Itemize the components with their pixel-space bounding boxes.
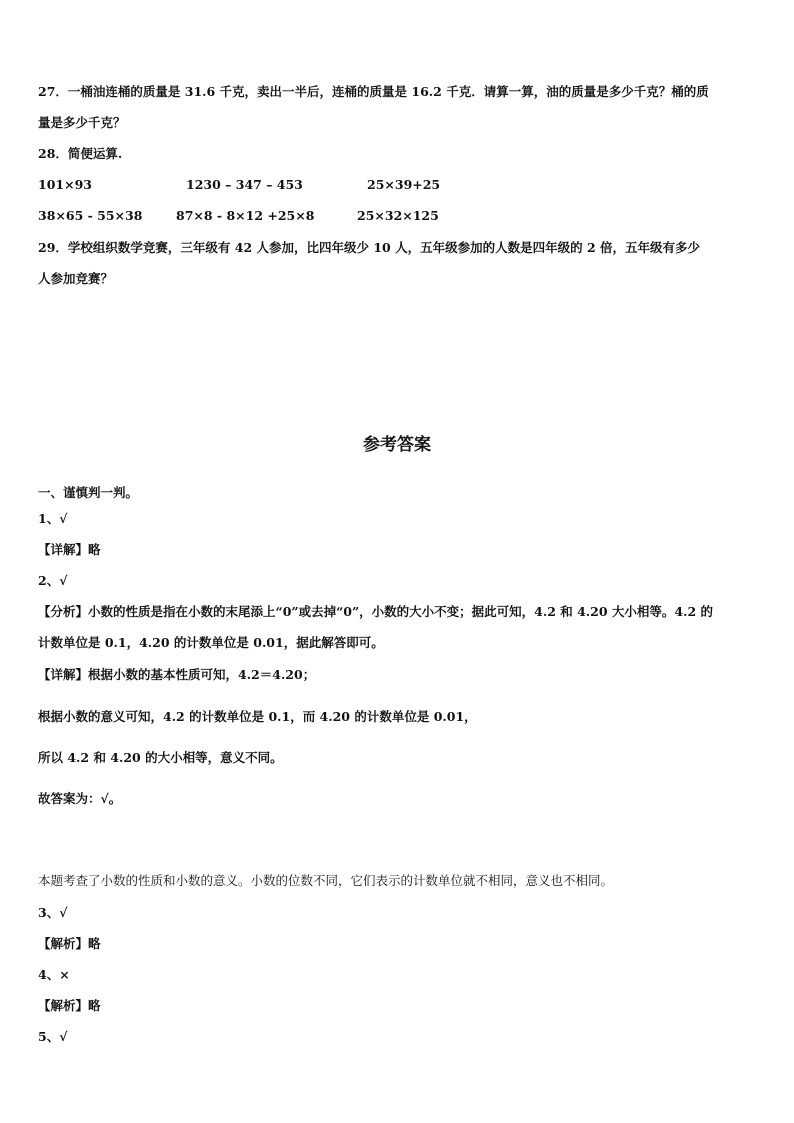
answer-item-2: 2、√ <box>38 573 68 588</box>
answers-title: 参考答案 <box>363 435 431 455</box>
answer-item-4: 4、× <box>38 967 70 982</box>
answer-2-detail-line3: 所以 4.2 和 4.20 的大小相等，意义不同。 <box>38 750 283 765</box>
calc-expression: 1230 – 347 – 453 <box>186 177 303 192</box>
answer-2-analysis-line1: 【分析】小数的性质是指在小数的末尾添上“0”或去掉“0”，小数的大小不变；据此可知，4.2 和 4.20 大小相等。4.2 的 <box>38 604 714 619</box>
question-29-line1: 29．学校组织数学竞赛，三年级有 42 人参加，比四年级少 10 人，五年级参加的人数是四年级的 2 倍，五年级有多少 <box>38 240 700 255</box>
answer-2-detail-line1: 【详解】根据小数的基本性质可知，4.2＝4.20； <box>38 667 316 682</box>
answer-item-5: 5、√ <box>38 1029 68 1044</box>
section-heading: 一、谨慎判一判。 <box>38 485 139 500</box>
answer-3-analysis: 【解析】略 <box>38 936 101 951</box>
answer-2-detail-line2: 根据小数的意义可知，4.2 的计数单位是 0.1，而 4.20 的计数单位是 0.01， <box>38 709 477 724</box>
answer-item-1: 1、√ <box>38 511 68 526</box>
answer-1-detail: 【详解】略 <box>38 542 101 557</box>
answer-2-summary: 本题考查了小数的性质和小数的意义。小数的位数不同，它们表示的计数单位就不相同，意义也不相同。 <box>38 873 614 888</box>
answer-4-analysis: 【解析】略 <box>38 998 101 1013</box>
calc-expression: 101×93 <box>38 177 92 192</box>
answer-item-3: 3、√ <box>38 905 68 920</box>
question-27-line1: 27．一桶油连桶的质量是 31.6 千克，卖出一半后，连桶的质量是 16.2 千克．请算一算，油的质量是多少千克？桶的质 <box>38 84 709 99</box>
answer-2-analysis-line2: 计数单位是 0.1，4.20 的计数单位是 0.01，据此解答即可。 <box>38 635 384 650</box>
question-28-title: 28．简便运算. <box>38 146 123 161</box>
calc-expression: 38×65 - 55×38 <box>38 208 143 223</box>
calc-expression: 25×39+25 <box>367 177 441 192</box>
question-29-line2: 人参加竞赛？ <box>38 271 114 286</box>
calc-expression: 25×32×125 <box>357 208 439 223</box>
question-27-line2: 量是多少千克？ <box>38 115 126 130</box>
calc-expression: 87×8 - 8×12 +25×8 <box>176 208 315 223</box>
answer-2-detail-line4: 故答案为：√。 <box>38 791 122 806</box>
